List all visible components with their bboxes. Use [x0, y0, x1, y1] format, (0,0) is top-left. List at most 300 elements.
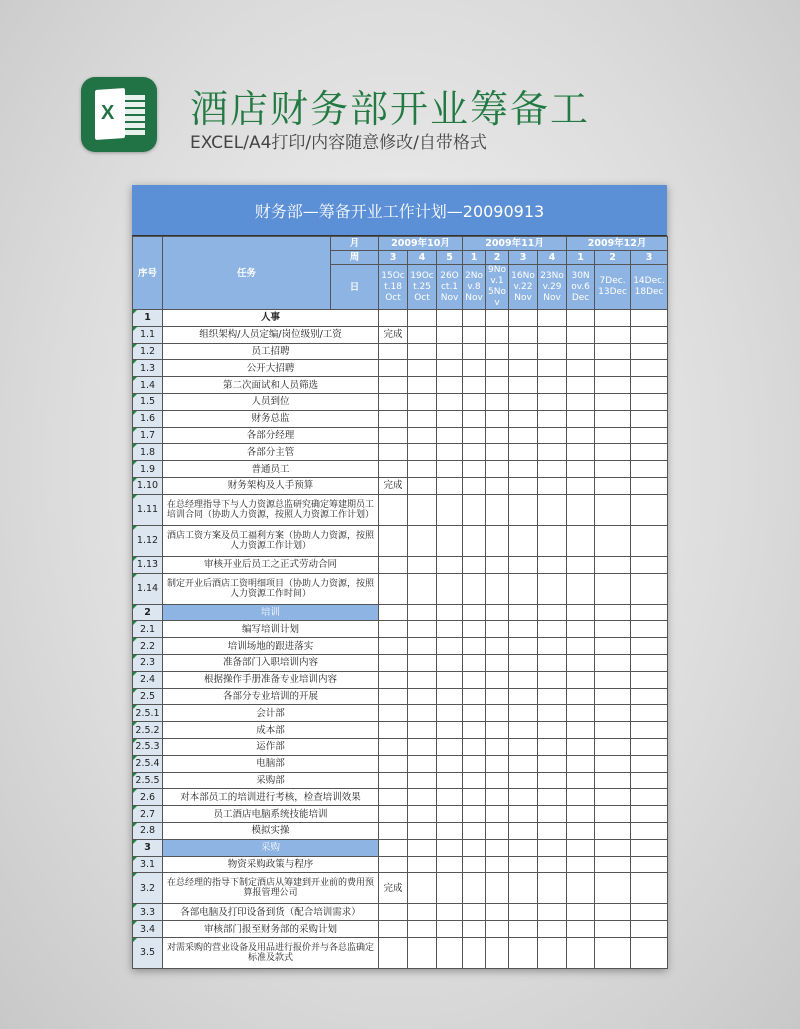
schedule-cell[interactable]	[631, 839, 668, 856]
schedule-cell[interactable]	[463, 360, 486, 377]
schedule-cell[interactable]	[538, 525, 567, 556]
schedule-cell[interactable]	[463, 873, 486, 904]
schedule-cell[interactable]	[486, 326, 509, 343]
schedule-cell[interactable]	[486, 638, 509, 655]
schedule-cell[interactable]	[408, 654, 437, 671]
schedule-cell[interactable]	[631, 477, 668, 494]
schedule-cell[interactable]	[567, 326, 595, 343]
schedule-cell[interactable]	[509, 477, 538, 494]
schedule-cell[interactable]	[538, 343, 567, 360]
schedule-cell[interactable]	[567, 755, 595, 772]
schedule-cell[interactable]	[567, 360, 595, 377]
schedule-cell[interactable]	[595, 937, 631, 968]
schedule-cell[interactable]	[631, 360, 668, 377]
schedule-cell[interactable]	[509, 921, 538, 938]
schedule-cell[interactable]	[509, 822, 538, 839]
schedule-cell[interactable]	[538, 477, 567, 494]
schedule-cell[interactable]	[463, 822, 486, 839]
schedule-cell[interactable]	[595, 654, 631, 671]
schedule-cell[interactable]	[509, 654, 538, 671]
schedule-cell[interactable]	[486, 722, 509, 739]
schedule-cell[interactable]	[631, 722, 668, 739]
schedule-cell[interactable]	[509, 755, 538, 772]
schedule-cell[interactable]	[595, 772, 631, 789]
schedule-cell[interactable]	[408, 573, 437, 604]
schedule-cell[interactable]	[437, 755, 463, 772]
schedule-cell[interactable]	[408, 822, 437, 839]
schedule-cell[interactable]	[631, 410, 668, 427]
schedule-cell[interactable]	[538, 772, 567, 789]
schedule-cell[interactable]	[463, 573, 486, 604]
schedule-cell[interactable]	[509, 772, 538, 789]
schedule-cell[interactable]	[408, 705, 437, 722]
schedule-cell[interactable]	[538, 444, 567, 461]
schedule-cell[interactable]	[437, 789, 463, 806]
schedule-cell[interactable]	[509, 494, 538, 525]
schedule-cell[interactable]	[538, 310, 567, 327]
schedule-cell[interactable]	[595, 494, 631, 525]
schedule-cell[interactable]	[567, 310, 595, 327]
status-cell[interactable]	[379, 377, 408, 394]
schedule-cell[interactable]	[538, 604, 567, 621]
schedule-cell[interactable]	[538, 654, 567, 671]
schedule-cell[interactable]	[486, 904, 509, 921]
schedule-cell[interactable]	[486, 573, 509, 604]
status-cell[interactable]	[379, 310, 408, 327]
schedule-cell[interactable]	[509, 573, 538, 604]
schedule-cell[interactable]	[486, 839, 509, 856]
schedule-cell[interactable]	[631, 343, 668, 360]
schedule-cell[interactable]	[595, 688, 631, 705]
schedule-cell[interactable]	[595, 573, 631, 604]
schedule-cell[interactable]	[631, 427, 668, 444]
schedule-cell[interactable]	[463, 671, 486, 688]
schedule-cell[interactable]	[595, 621, 631, 638]
schedule-cell[interactable]	[538, 410, 567, 427]
schedule-cell[interactable]	[486, 410, 509, 427]
schedule-cell[interactable]	[463, 856, 486, 873]
schedule-cell[interactable]	[463, 722, 486, 739]
schedule-cell[interactable]	[595, 461, 631, 478]
schedule-cell[interactable]	[437, 604, 463, 621]
schedule-cell[interactable]	[408, 638, 437, 655]
status-cell[interactable]	[379, 654, 408, 671]
schedule-cell[interactable]	[463, 494, 486, 525]
schedule-cell[interactable]	[567, 904, 595, 921]
schedule-cell[interactable]	[437, 904, 463, 921]
schedule-cell[interactable]	[437, 326, 463, 343]
schedule-cell[interactable]	[538, 738, 567, 755]
schedule-cell[interactable]	[437, 671, 463, 688]
schedule-cell[interactable]	[463, 705, 486, 722]
schedule-cell[interactable]	[509, 904, 538, 921]
status-cell[interactable]	[379, 461, 408, 478]
status-cell[interactable]	[379, 705, 408, 722]
schedule-cell[interactable]	[408, 461, 437, 478]
schedule-cell[interactable]	[486, 556, 509, 573]
status-cell[interactable]	[379, 904, 408, 921]
schedule-cell[interactable]	[463, 326, 486, 343]
schedule-cell[interactable]	[595, 525, 631, 556]
schedule-cell[interactable]	[631, 822, 668, 839]
schedule-cell[interactable]	[595, 671, 631, 688]
schedule-cell[interactable]	[567, 856, 595, 873]
schedule-cell[interactable]	[437, 621, 463, 638]
schedule-cell[interactable]	[595, 856, 631, 873]
schedule-cell[interactable]	[408, 410, 437, 427]
schedule-cell[interactable]	[463, 738, 486, 755]
schedule-cell[interactable]	[595, 755, 631, 772]
schedule-cell[interactable]	[463, 377, 486, 394]
schedule-cell[interactable]	[486, 494, 509, 525]
schedule-cell[interactable]	[437, 393, 463, 410]
schedule-cell[interactable]	[486, 621, 509, 638]
schedule-cell[interactable]	[631, 688, 668, 705]
schedule-cell[interactable]	[631, 573, 668, 604]
schedule-cell[interactable]	[567, 638, 595, 655]
schedule-cell[interactable]	[631, 755, 668, 772]
status-cell[interactable]	[379, 427, 408, 444]
schedule-cell[interactable]	[631, 873, 668, 904]
schedule-cell[interactable]	[567, 705, 595, 722]
schedule-cell[interactable]	[463, 444, 486, 461]
schedule-cell[interactable]	[538, 921, 567, 938]
schedule-cell[interactable]	[509, 789, 538, 806]
schedule-cell[interactable]	[631, 326, 668, 343]
status-cell[interactable]	[379, 688, 408, 705]
status-cell[interactable]	[379, 671, 408, 688]
schedule-cell[interactable]	[631, 556, 668, 573]
schedule-cell[interactable]	[538, 621, 567, 638]
schedule-cell[interactable]	[567, 671, 595, 688]
status-cell[interactable]	[379, 839, 408, 856]
schedule-cell[interactable]	[463, 556, 486, 573]
schedule-cell[interactable]	[437, 494, 463, 525]
schedule-cell[interactable]	[486, 654, 509, 671]
status-cell[interactable]	[379, 573, 408, 604]
schedule-cell[interactable]	[437, 873, 463, 904]
schedule-cell[interactable]	[567, 738, 595, 755]
schedule-cell[interactable]	[567, 604, 595, 621]
schedule-cell[interactable]	[486, 393, 509, 410]
schedule-cell[interactable]	[463, 621, 486, 638]
schedule-cell[interactable]	[408, 904, 437, 921]
schedule-cell[interactable]	[437, 410, 463, 427]
schedule-cell[interactable]	[509, 427, 538, 444]
schedule-cell[interactable]	[509, 873, 538, 904]
status-cell[interactable]	[379, 410, 408, 427]
schedule-cell[interactable]	[509, 444, 538, 461]
schedule-cell[interactable]	[408, 856, 437, 873]
schedule-cell[interactable]	[567, 477, 595, 494]
schedule-cell[interactable]	[463, 427, 486, 444]
schedule-cell[interactable]	[595, 427, 631, 444]
schedule-cell[interactable]	[408, 477, 437, 494]
schedule-cell[interactable]	[437, 556, 463, 573]
schedule-cell[interactable]	[509, 738, 538, 755]
schedule-cell[interactable]	[509, 310, 538, 327]
schedule-cell[interactable]	[509, 360, 538, 377]
schedule-cell[interactable]	[486, 310, 509, 327]
schedule-cell[interactable]	[463, 638, 486, 655]
schedule-cell[interactable]	[486, 937, 509, 968]
schedule-cell[interactable]	[463, 310, 486, 327]
schedule-cell[interactable]	[538, 461, 567, 478]
schedule-cell[interactable]	[408, 873, 437, 904]
schedule-cell[interactable]	[463, 839, 486, 856]
schedule-cell[interactable]	[538, 822, 567, 839]
status-cell[interactable]	[379, 738, 408, 755]
schedule-cell[interactable]	[567, 822, 595, 839]
status-cell[interactable]	[379, 755, 408, 772]
schedule-cell[interactable]	[437, 806, 463, 823]
schedule-cell[interactable]	[538, 839, 567, 856]
schedule-cell[interactable]	[567, 654, 595, 671]
schedule-cell[interactable]	[437, 525, 463, 556]
schedule-cell[interactable]	[631, 738, 668, 755]
schedule-cell[interactable]	[463, 461, 486, 478]
schedule-cell[interactable]	[408, 671, 437, 688]
schedule-cell[interactable]	[437, 937, 463, 968]
schedule-cell[interactable]	[463, 604, 486, 621]
status-cell[interactable]	[379, 937, 408, 968]
status-cell[interactable]	[379, 604, 408, 621]
schedule-cell[interactable]	[509, 393, 538, 410]
schedule-cell[interactable]	[509, 856, 538, 873]
schedule-cell[interactable]	[437, 461, 463, 478]
schedule-cell[interactable]	[437, 688, 463, 705]
schedule-cell[interactable]	[595, 604, 631, 621]
schedule-cell[interactable]	[437, 839, 463, 856]
schedule-cell[interactable]	[463, 393, 486, 410]
schedule-cell[interactable]	[567, 789, 595, 806]
schedule-cell[interactable]	[437, 705, 463, 722]
schedule-cell[interactable]	[408, 921, 437, 938]
schedule-cell[interactable]	[538, 360, 567, 377]
schedule-cell[interactable]	[567, 921, 595, 938]
schedule-cell[interactable]	[463, 477, 486, 494]
schedule-cell[interactable]	[509, 621, 538, 638]
schedule-cell[interactable]	[538, 688, 567, 705]
schedule-cell[interactable]	[595, 343, 631, 360]
schedule-cell[interactable]	[509, 705, 538, 722]
schedule-cell[interactable]	[509, 937, 538, 968]
schedule-cell[interactable]	[567, 525, 595, 556]
schedule-cell[interactable]	[595, 310, 631, 327]
schedule-cell[interactable]	[408, 621, 437, 638]
schedule-cell[interactable]	[437, 722, 463, 739]
schedule-cell[interactable]	[408, 789, 437, 806]
schedule-cell[interactable]	[408, 393, 437, 410]
schedule-cell[interactable]	[595, 705, 631, 722]
schedule-cell[interactable]	[538, 705, 567, 722]
schedule-cell[interactable]	[567, 573, 595, 604]
status-cell[interactable]	[379, 343, 408, 360]
schedule-cell[interactable]	[538, 856, 567, 873]
schedule-cell[interactable]	[538, 638, 567, 655]
schedule-cell[interactable]	[538, 806, 567, 823]
schedule-cell[interactable]	[631, 621, 668, 638]
schedule-cell[interactable]	[567, 621, 595, 638]
schedule-cell[interactable]	[463, 410, 486, 427]
schedule-cell[interactable]	[509, 671, 538, 688]
schedule-cell[interactable]	[567, 427, 595, 444]
schedule-cell[interactable]	[595, 921, 631, 938]
schedule-cell[interactable]	[463, 921, 486, 938]
schedule-cell[interactable]	[463, 755, 486, 772]
schedule-cell[interactable]	[509, 556, 538, 573]
schedule-cell[interactable]	[567, 937, 595, 968]
schedule-cell[interactable]	[437, 772, 463, 789]
schedule-cell[interactable]	[437, 856, 463, 873]
schedule-cell[interactable]	[509, 604, 538, 621]
schedule-cell[interactable]	[463, 806, 486, 823]
schedule-cell[interactable]	[486, 525, 509, 556]
schedule-cell[interactable]	[538, 789, 567, 806]
schedule-cell[interactable]	[408, 310, 437, 327]
schedule-cell[interactable]	[463, 688, 486, 705]
schedule-cell[interactable]	[408, 772, 437, 789]
schedule-cell[interactable]	[595, 410, 631, 427]
schedule-cell[interactable]	[631, 705, 668, 722]
schedule-cell[interactable]	[509, 722, 538, 739]
schedule-cell[interactable]	[408, 427, 437, 444]
status-cell[interactable]	[379, 360, 408, 377]
schedule-cell[interactable]	[437, 638, 463, 655]
schedule-cell[interactable]	[567, 873, 595, 904]
schedule-cell[interactable]	[595, 873, 631, 904]
schedule-cell[interactable]	[567, 410, 595, 427]
schedule-cell[interactable]	[408, 806, 437, 823]
schedule-cell[interactable]	[631, 461, 668, 478]
schedule-cell[interactable]	[408, 937, 437, 968]
schedule-cell[interactable]	[463, 904, 486, 921]
schedule-cell[interactable]	[567, 461, 595, 478]
schedule-cell[interactable]	[567, 688, 595, 705]
schedule-cell[interactable]	[595, 738, 631, 755]
schedule-cell[interactable]	[486, 921, 509, 938]
status-cell[interactable]	[379, 722, 408, 739]
schedule-cell[interactable]	[631, 937, 668, 968]
schedule-cell[interactable]	[538, 427, 567, 444]
schedule-cell[interactable]	[538, 494, 567, 525]
status-cell[interactable]	[379, 921, 408, 938]
schedule-cell[interactable]	[595, 444, 631, 461]
status-cell[interactable]	[379, 822, 408, 839]
schedule-cell[interactable]	[509, 525, 538, 556]
schedule-cell[interactable]	[509, 688, 538, 705]
schedule-cell[interactable]	[509, 410, 538, 427]
schedule-cell[interactable]	[437, 377, 463, 394]
schedule-cell[interactable]	[595, 393, 631, 410]
schedule-cell[interactable]	[538, 556, 567, 573]
schedule-cell[interactable]	[486, 688, 509, 705]
schedule-cell[interactable]	[408, 839, 437, 856]
schedule-cell[interactable]	[595, 377, 631, 394]
schedule-cell[interactable]	[437, 477, 463, 494]
status-cell[interactable]	[379, 444, 408, 461]
schedule-cell[interactable]	[538, 937, 567, 968]
status-cell[interactable]	[379, 393, 408, 410]
schedule-cell[interactable]	[486, 822, 509, 839]
schedule-cell[interactable]	[631, 638, 668, 655]
status-cell[interactable]	[379, 806, 408, 823]
schedule-cell[interactable]	[486, 738, 509, 755]
schedule-cell[interactable]	[408, 755, 437, 772]
schedule-cell[interactable]	[631, 789, 668, 806]
status-cell[interactable]	[379, 621, 408, 638]
schedule-cell[interactable]	[437, 738, 463, 755]
schedule-cell[interactable]	[567, 556, 595, 573]
schedule-cell[interactable]	[408, 738, 437, 755]
schedule-cell[interactable]	[463, 937, 486, 968]
schedule-cell[interactable]	[631, 671, 668, 688]
schedule-cell[interactable]	[567, 722, 595, 739]
schedule-cell[interactable]	[538, 326, 567, 343]
schedule-cell[interactable]	[538, 393, 567, 410]
schedule-cell[interactable]	[408, 377, 437, 394]
status-cell[interactable]	[379, 638, 408, 655]
schedule-cell[interactable]	[631, 921, 668, 938]
status-cell[interactable]	[379, 789, 408, 806]
status-cell[interactable]	[379, 856, 408, 873]
schedule-cell[interactable]	[595, 477, 631, 494]
schedule-cell[interactable]	[595, 326, 631, 343]
schedule-cell[interactable]	[486, 604, 509, 621]
schedule-cell[interactable]	[631, 525, 668, 556]
schedule-cell[interactable]	[631, 806, 668, 823]
schedule-cell[interactable]	[538, 722, 567, 739]
schedule-cell[interactable]	[631, 393, 668, 410]
status-cell[interactable]: 完成	[379, 873, 408, 904]
schedule-cell[interactable]	[538, 573, 567, 604]
schedule-cell[interactable]	[486, 477, 509, 494]
schedule-cell[interactable]	[631, 444, 668, 461]
schedule-cell[interactable]	[486, 377, 509, 394]
schedule-cell[interactable]	[486, 444, 509, 461]
schedule-cell[interactable]	[408, 525, 437, 556]
schedule-cell[interactable]	[631, 604, 668, 621]
schedule-cell[interactable]	[408, 360, 437, 377]
schedule-cell[interactable]	[509, 806, 538, 823]
schedule-cell[interactable]	[631, 654, 668, 671]
status-cell[interactable]	[379, 556, 408, 573]
schedule-cell[interactable]	[486, 789, 509, 806]
schedule-cell[interactable]	[595, 789, 631, 806]
schedule-cell[interactable]	[408, 494, 437, 525]
schedule-cell[interactable]	[437, 310, 463, 327]
schedule-cell[interactable]	[631, 772, 668, 789]
schedule-cell[interactable]	[631, 904, 668, 921]
schedule-cell[interactable]	[408, 604, 437, 621]
schedule-cell[interactable]	[437, 360, 463, 377]
schedule-cell[interactable]	[486, 671, 509, 688]
schedule-cell[interactable]	[567, 839, 595, 856]
schedule-cell[interactable]	[509, 839, 538, 856]
schedule-cell[interactable]	[595, 360, 631, 377]
schedule-cell[interactable]	[538, 904, 567, 921]
schedule-cell[interactable]	[486, 772, 509, 789]
schedule-cell[interactable]	[463, 343, 486, 360]
schedule-cell[interactable]	[408, 343, 437, 360]
schedule-cell[interactable]	[509, 377, 538, 394]
schedule-cell[interactable]	[567, 444, 595, 461]
schedule-cell[interactable]	[509, 638, 538, 655]
schedule-cell[interactable]	[538, 873, 567, 904]
status-cell[interactable]	[379, 772, 408, 789]
schedule-cell[interactable]	[486, 705, 509, 722]
schedule-cell[interactable]	[567, 377, 595, 394]
